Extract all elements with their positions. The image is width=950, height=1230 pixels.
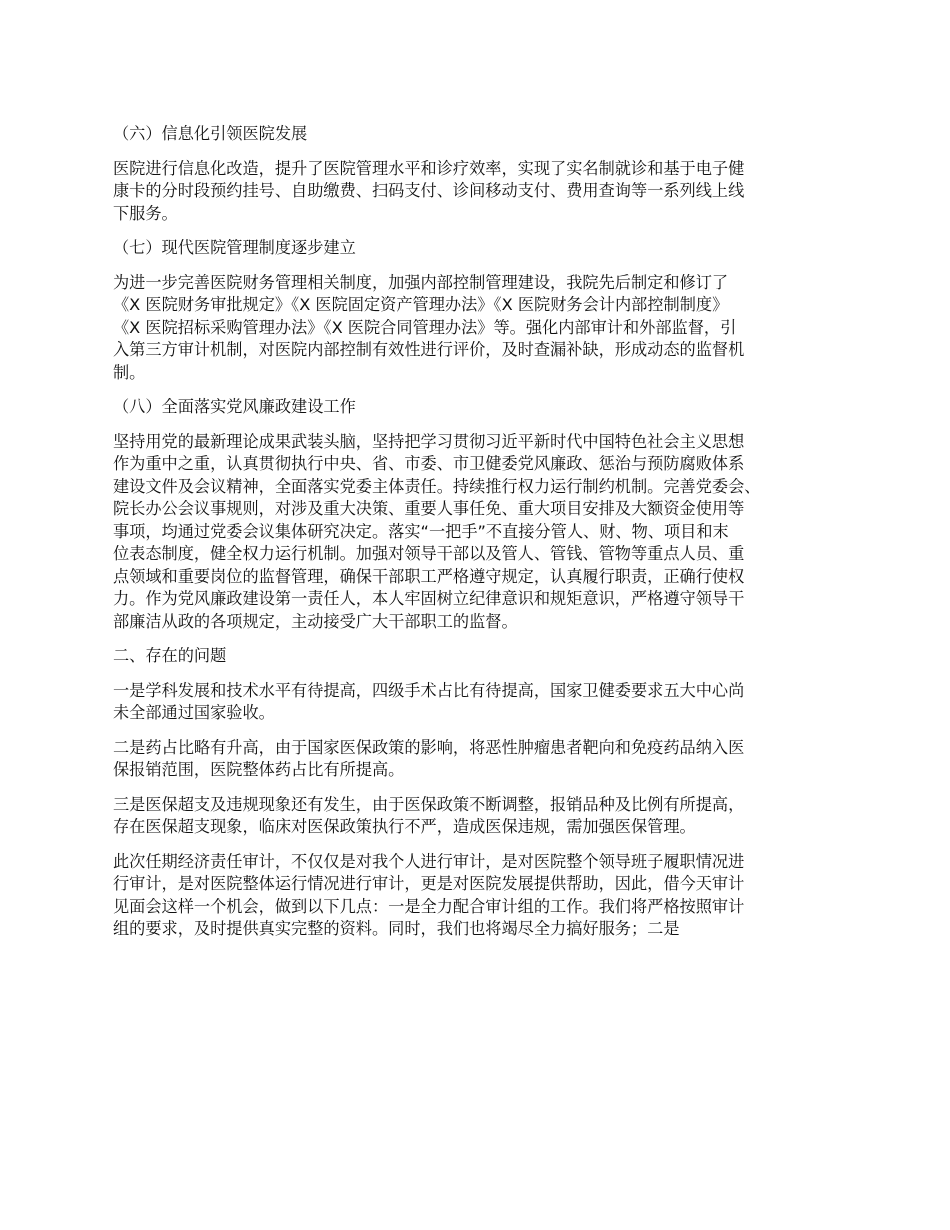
text-line: 院长办公会议事规则，对涉及重大决策、重要人事任免、重大项目安排及大额资金使用等: [113, 499, 745, 518]
problem-item-2: [113, 737, 847, 782]
text-line: 《X 医院招标采购管理办法》《X 医院合同管理办法》等。强化内部审计和外部监督，引: [113, 317, 737, 337]
problem-item-1: [113, 680, 847, 725]
text-line: 制。: [113, 362, 146, 382]
text-line: 未全部通过国家验收。: [113, 703, 275, 722]
text-line: 存在医保超支现象，临床对医保政策执行不严，造成医保违规，需加强医保管理。: [113, 817, 696, 836]
text-line: 作为重中之重，认真贯彻执行中央、省、市委、市卫健委党风廉政、惩治与预防腐败体系: [113, 454, 745, 473]
closing-paragraph: [113, 851, 847, 941]
text-line: 入第三方审计机制，对医院内部控制有效性进行评价，及时查漏补缺，形成动态的监督机: [113, 340, 745, 359]
text-line: 康卡的分时段预约挂号、自助缴费、扫码支付、诊间移动支付、费用查询等一系列线上线: [113, 181, 745, 200]
section-heading-8: （八）全面落实党风廉政建设工作: [113, 397, 356, 416]
text-line: 二是药占比略有升高，由于国家医保政策的影响，将恶性肿瘤患者靶向和免疫药品纳入医: [113, 737, 745, 757]
text-line: 组的要求，及时提供真实完整的资料。同时，我们也将竭尽全力搞好服务；二是: [113, 919, 680, 938]
text-line: 建设文件及会议精神，全面落实党委主体责任。持续推行权力运行制约机制。完善党委会、: [113, 476, 761, 496]
section-heading-7: （七）现代医院管理制度逐步建立: [113, 238, 356, 257]
text-line: 保报销范围，医院整体药占比有所提高。: [113, 760, 405, 779]
text-line: 三是医保超支及违规现象还有发生，由于医保政策不断调整，报销品种及比例有所提高，: [113, 794, 745, 814]
text-line: 一是学科发展和技术水平有待提高，四级手术占比有待提高，国家卫健委要求五大中心尚: [113, 680, 745, 700]
text-line: 事项，均通过党委会议集体研究决定。落实“一把手”不直接分管人、财、物、项目和末: [113, 521, 729, 541]
text-line: 为进一步完善医院财务管理相关制度，加强内部控制管理建设，我院先后制定和修订了: [113, 272, 729, 292]
problems-heading: 二、存在的问题: [113, 646, 227, 665]
section-paragraph-7: [113, 272, 847, 385]
text-line: 医院进行信息化改造，提升了医院管理水平和诊疗效率，实现了实名制就诊和基于电子健: [113, 158, 745, 178]
section-paragraph-8: [113, 431, 847, 634]
text-line: 点领域和重要岗位的监督管理，确保干部职工严格遵守规定，认真履行职责，正确行使权: [113, 566, 745, 586]
section-heading-6: （六）信息化引领医院发展: [113, 124, 308, 143]
section-paragraph-6: [113, 158, 847, 226]
text-line: 位表态制度，健全权力运行机制。加强对领导干部以及管人、管钱、管物等重点人员、重: [113, 544, 745, 563]
text-line: 部廉洁从政的各项规定，主动接受广大干部职工的监督。: [113, 611, 518, 631]
text-line: 此次任期经济责任审计，不仅仅是对我个人进行审计，是对医院整个领导班子履职情况进: [113, 851, 745, 871]
document-page: [113, 123, 847, 953]
text-line: 行审计，是对医院整体运行情况进行审计，更是对医院发展提供帮助，因此，借今天审计: [113, 874, 745, 893]
text-line: 见面会这样一个机会，做到以下几点：一是全力配合审计组的工作。我们将严格按照审计: [113, 896, 745, 916]
text-line: 《X 医院财务审批规定》《X 医院固定资产管理办法》《X 医院财务会计内部控制制度》: [113, 295, 729, 314]
text-line: 坚持用党的最新理论成果武装头脑，坚持把学习贯彻习近平新时代中国特色社会主义思想: [113, 431, 745, 451]
text-line: 力。作为党风廉政建设第一责任人，本人牢固树立纪律意识和规矩意识，严格遵守领导干: [113, 589, 745, 608]
text-line: 下服务。: [113, 203, 178, 223]
problem-item-3: [113, 794, 847, 839]
